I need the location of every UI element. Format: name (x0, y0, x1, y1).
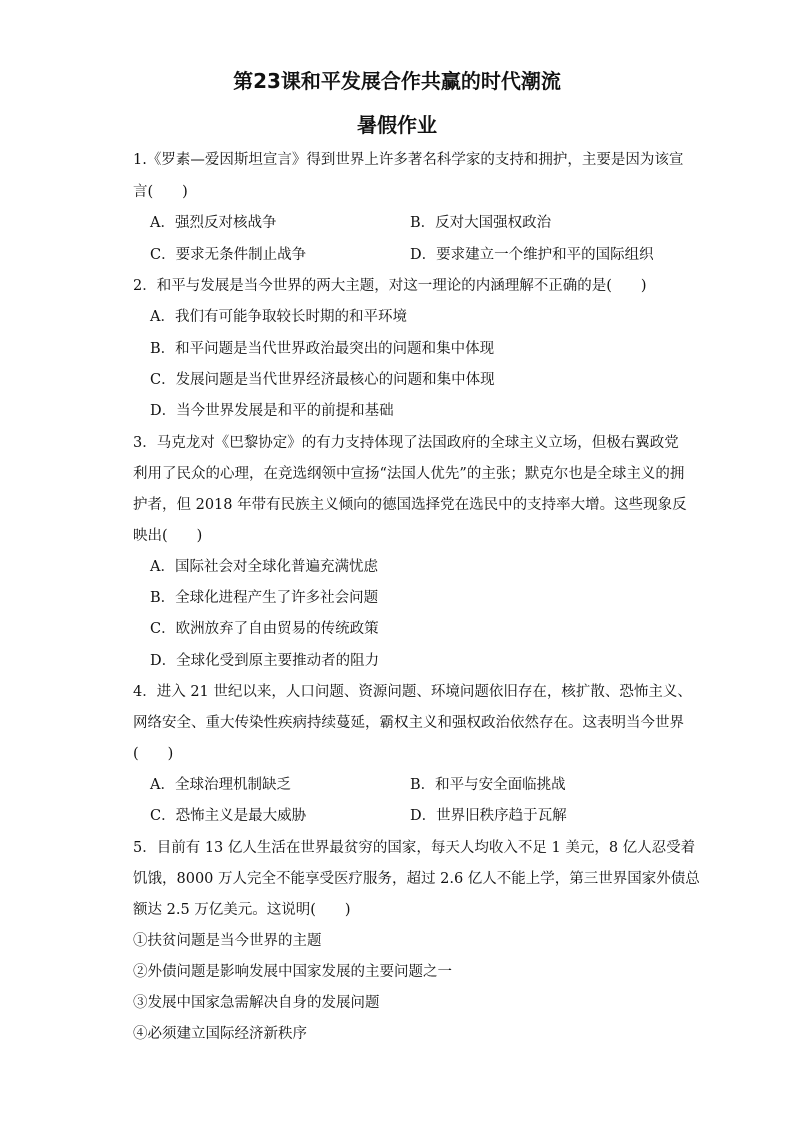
question-5-item-2: ②外债问题是影响发展中国家发展的主要问题之一 (133, 964, 452, 980)
question-5-item-1: ①扶贫问题是当今世界的主题 (133, 933, 322, 949)
question-5-stem-line-3: 额达 2.5 万亿美元。这说明( ) (133, 902, 351, 918)
question-2-option-b: B．和平问题是当代世界政治最突出的问题和集中体现 (150, 341, 495, 357)
question-5-item-3: ③发展中国家急需解决自身的发展问题 (133, 995, 380, 1011)
question-5-stem-line-2: 饥饿，8000 万人完全不能享受医疗服务，超过 2.6 亿人不能上学，第三世界国家外债总 (133, 871, 700, 887)
question-3-stem-line-1: 3．马克龙对《巴黎协定》的有力支持体现了法国政府的全球主义立场，但极右翼政党 (133, 435, 679, 451)
question-2-option-d: D．当今世界发展是和平的前提和基础 (150, 403, 394, 419)
question-1-option-b: B．反对大国强权政治 (410, 215, 552, 231)
question-5-item-4: ④必须建立国际经济新秩序 (133, 1026, 307, 1042)
question-5-stem-line-1: 5．目前有 13 亿人生活在世界最贫穷的国家，每天人均收入不足 1 美元，8 亿人忍受着 (133, 840, 696, 856)
question-2-option-a: A．我们有可能争取较长时期的和平环境 (150, 309, 407, 325)
question-4-option-d: D．世界旧秩序趋于瓦解 (410, 808, 567, 824)
question-1-option-c: C．要求无条件制止战争 (150, 247, 307, 263)
question-4-option-b: B．和平与安全面临挑战 (410, 777, 566, 793)
question-1-stem-line-1: 1.《罗素—爱因斯坦宣言》得到世界上许多著名科学家的支持和拥护，主要是因为该宣 (133, 152, 684, 168)
question-1-option-a: A．强烈反对核战争 (150, 215, 277, 231)
question-3-option-d: D．全球化受到原主要推动者的阻力 (150, 653, 380, 669)
question-2-option-c: C．发展问题是当代世界经济最核心的问题和集中体现 (150, 372, 495, 388)
question-4-stem-line-1: 4．进入 21 世纪以来，人口问题、资源问题、环境问题依旧存在，核扩散、恐怖主义、 (133, 684, 692, 700)
page-title: 第23课和平发展合作共赢的时代潮流 (233, 69, 561, 93)
page-subtitle: 暑假作业 (357, 113, 437, 137)
question-3-stem-line-3: 护者，但 2018 年带有民族主义倾向的德国选择党在选民中的支持率大增。这些现象反 (133, 497, 687, 513)
question-3-stem-line-2: 利用了民众的心理，在竞选纲领中宣扬“法国人优先”的主张；默克尔也是全球主义的拥 (133, 466, 685, 482)
question-3-option-b: B．全球化进程产生了许多社会问题 (150, 590, 379, 606)
question-4-stem-line-3: ( ) (133, 746, 174, 762)
question-2-stem-line-1: 2．和平与发展是当今世界的两大主题，对这一理论的内涵理解不正确的是( ) (133, 278, 647, 294)
question-4-option-a: A．全球治理机制缺乏 (150, 777, 291, 793)
question-4-option-c: C．恐怖主义是最大威胁 (150, 808, 307, 824)
question-3-option-c: C．欧洲放弃了自由贸易的传统政策 (150, 621, 379, 637)
question-3-option-a: A．国际社会对全球化普遍充满忧虑 (150, 559, 378, 575)
question-4-stem-line-2: 网络安全、重大传染性疾病持续蔓延，霸权主义和强权政治依然存在。这表明当今世界 (133, 715, 684, 731)
question-1-stem-line-2: 言( ) (133, 184, 188, 200)
question-3-stem-line-4: 映出( ) (133, 528, 203, 544)
question-1-option-d: D．要求建立一个维护和平的国际组织 (410, 247, 654, 263)
